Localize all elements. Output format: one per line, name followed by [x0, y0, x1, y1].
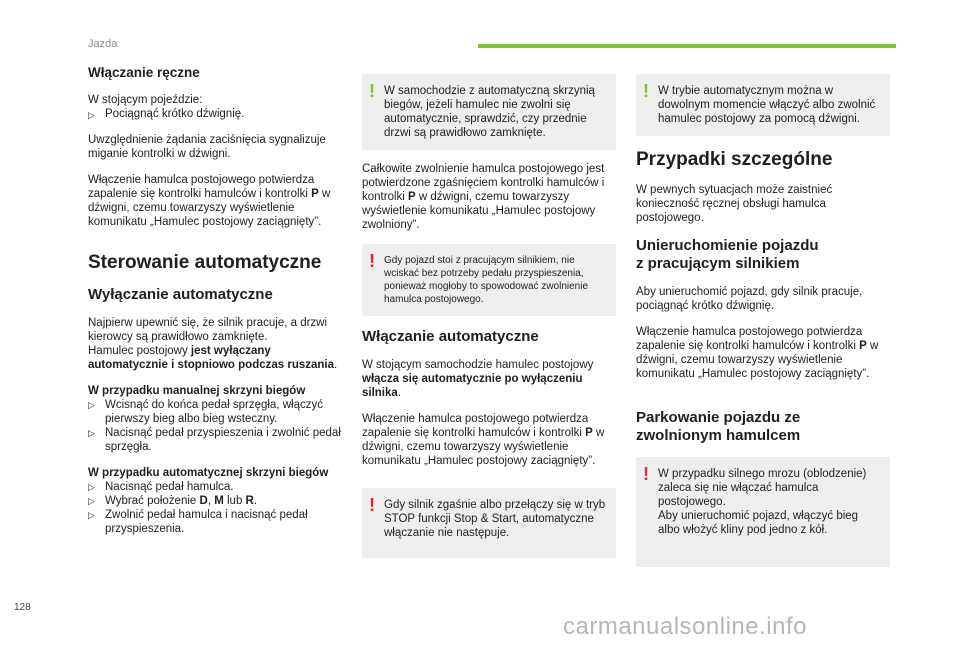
- section-header-bar: [478, 44, 896, 48]
- auto-gearbox-block: [88, 466, 352, 536]
- column-1: [88, 64, 352, 548]
- page-number: 128: [14, 602, 31, 613]
- auto-gearbox-b2-end: .: [253, 495, 258, 507]
- auto-gearbox-b2-r: R: [245, 495, 254, 507]
- auto-gearbox-bullet-3: [88, 508, 352, 536]
- heading-parking-line-1: Parkowanie pojazdu ze: [636, 409, 801, 426]
- heading-manual-engage: Włączanie ręczne: [88, 65, 200, 80]
- heading-special-cases: Przypadki szczególne: [636, 149, 833, 170]
- engage-p1-end: .: [397, 387, 402, 399]
- engage-p1-bold: włącza się automatycznie po wyłączeniu silnika: [362, 373, 583, 399]
- warning-icon: !: [643, 464, 649, 484]
- warning-icon: !: [369, 495, 375, 515]
- manual-gearbox-bullet-2: [88, 426, 352, 454]
- heading-immobilize-line-2: z pracującym silnikiem: [636, 255, 800, 272]
- engage-p2-p: P: [585, 427, 593, 439]
- warning-box-stop-start: [362, 488, 616, 558]
- auto-gearbox-heading: W przypadku automatycznej skrzyni biegów: [88, 467, 329, 479]
- manual-gearbox-bullet-1-text: Wcisnąć do końca pedał sprzęgła, włączyć pierwszy bieg albo bieg wsteczny.: [105, 399, 323, 425]
- warning-box-stop-start-text: Gdy silnik zgaśnie albo przełączy się w tryb STOP funkcji Stop & Start, automatyczne włączanie nie następuje.: [384, 499, 606, 539]
- heading-automatic-control: Sterowanie automatyczne: [88, 252, 322, 273]
- heading-immobilize-line-1: Unieruchomienie pojazdu: [636, 237, 819, 254]
- immobilize-p2-a: Włączenie hamulca postojowego potwierdza zapalenie się kontrolki hamulców i kontrolki: [636, 326, 863, 352]
- info-icon: !: [643, 81, 649, 101]
- warning-box-frost: [636, 457, 890, 567]
- engage-p2-a: Włączenie hamulca postojowego potwierdza zapalenie się kontrolki hamulców i kontrolki: [362, 413, 589, 439]
- release-paragraph: [88, 316, 352, 372]
- manual-p3-a: Włączenie hamulca postojowego potwierdza zapalenie się kontrolki hamulców i kontrolki: [88, 174, 315, 200]
- info-box-auto-gearbox: [362, 74, 616, 150]
- info-box-auto-mode-text: W trybie automatycznym można w dowolnym momencie włączyć albo zwolnić hamulec postojowy za pomocą dźwigni.: [658, 85, 876, 125]
- release-p1-bold: jest wyłączany automatycznie i stopniowo podczas ruszania: [88, 345, 335, 371]
- warning-box-frost-line-2: Aby unieruchomić pojazd, włączyć bieg albo włożyć kliny pod jedno z kół.: [658, 510, 859, 536]
- heading-automatic-engage: Włączanie automatyczne: [362, 328, 539, 345]
- manual-paragraph-3: [88, 173, 352, 229]
- auto-gearbox-bullet-3-text: Zwolnić pedał hamulca i nacisnąć pedał przyspieszenia.: [105, 509, 308, 535]
- auto-gearbox-b2-a: Wybrać położenie: [105, 495, 200, 507]
- manual-intro-text: W stojącym pojeździe:: [88, 94, 203, 106]
- manual-gearbox-block: [88, 384, 352, 454]
- warning-box-frost-line-1: W przypadku silnego mrozu (oblodzenie) zaleca się nie włączać hamulca postojowego.: [658, 468, 867, 508]
- immobilize-p2-p: P: [859, 340, 867, 352]
- release-p1-b: Hamulec postojowy: [88, 345, 191, 357]
- info-icon: !: [369, 81, 375, 101]
- watermark: carmanualsonline.info: [563, 613, 807, 640]
- heading-automatic-release: Wyłączanie automatyczne: [88, 286, 273, 303]
- info-box-auto-gearbox-text: W samochodzie z automatyczną skrzynią biegów, jeżeli hamulec nie zwolni się automatycznie, sprawdzić, czy przednie drzwi są prawidłowo zamknięte.: [384, 85, 595, 139]
- full-release-a: Całkowite zwolnienie hamulca postojowego jest potwierdzone zgaśnięciem kontrolki hamulców i kontrolki: [362, 163, 605, 203]
- warning-box-accelerator: [362, 244, 616, 316]
- auto-gearbox-b2-sep1: ,: [207, 495, 215, 507]
- manual-bullet-1-text: Pociągnąć krótko dźwignię.: [105, 108, 245, 120]
- engage-p1-a: W stojącym samochodzie hamulec postojowy: [362, 359, 594, 371]
- auto-gearbox-b2-sep2: lub: [223, 495, 246, 507]
- column-3: [636, 74, 890, 579]
- warning-box-accelerator-text: Gdy pojazd stoi z pracującym silnikiem, nie wciskać bez potrzeby pedału przyspieszenia, ponieważ mogłoby to spowodować zwolnienie hamulca postojowego.: [384, 255, 589, 305]
- warning-icon: !: [369, 251, 375, 271]
- full-release-p: P: [408, 191, 416, 203]
- immobilize-paragraph-2: [636, 325, 890, 381]
- release-p1-end: .: [334, 359, 338, 371]
- immobilize-p2-b: w dźwigni, czemu towarzyszy wyświetlenie komunikatu „Hamulec postojowy zaciągnięty”.: [636, 340, 879, 380]
- engage-p2-b: w dźwigni, czemu towarzyszy wyświetlenie komunikatu „Hamulec postojowy zaciągnięty”.: [362, 427, 605, 467]
- manual-p3-p: P: [311, 188, 319, 200]
- engage-paragraph-2: [362, 412, 616, 468]
- manual-gearbox-heading: W przypadku manualnej skrzyni biegów: [88, 385, 306, 397]
- release-p1-a: Najpierw upewnić się, że silnik pracuje, a drzwi kierowcy są prawidłowo zamknięte.: [88, 317, 328, 343]
- manual-gearbox-bullet-1: [88, 398, 352, 426]
- auto-gearbox-bullet-2: [88, 494, 352, 508]
- auto-gearbox-b2-m: M: [214, 495, 224, 507]
- manual-gearbox-bullet-2-text: Nacisnąć pedał przyspieszenia i zwolnić pedał sprzęgła.: [105, 427, 341, 453]
- manual-intro: [88, 93, 352, 121]
- engage-paragraph-1: [362, 358, 616, 400]
- heading-parking-released: [636, 409, 890, 445]
- info-box-auto-mode: [636, 74, 890, 136]
- manual-paragraph-2: Uwzględnienie żądania zaciśnięcia sygnalizuje miganie kontrolki w dźwigni.: [88, 134, 326, 160]
- heading-immobilize: [636, 237, 890, 273]
- auto-gearbox-bullet-1: [88, 480, 352, 494]
- special-paragraph: W pewnych sytuacjach może zaistnieć konieczność ręcznej obsługi hamulca postojowego.: [636, 184, 833, 224]
- heading-parking-line-2: zwolnionym hamulcem: [636, 427, 801, 444]
- manual-p3-b: w dźwigni, czemu towarzyszy wyświetlenie komunikatu „Hamulec postojowy zaciągnięty”.: [88, 188, 331, 228]
- column-2: [362, 74, 616, 570]
- full-release-paragraph: [362, 162, 616, 232]
- auto-gearbox-b2-d: D: [199, 495, 208, 507]
- manual-bullet-1: [88, 108, 244, 120]
- section-header: Jazda: [88, 38, 118, 50]
- full-release-b: w dźwigni, czemu towarzyszy wyświetlenie komunikatu „Hamulec postojowy zwolniony”.: [362, 191, 596, 231]
- immobilize-paragraph-1: Aby unieruchomić pojazd, gdy silnik pracuje, pociągnąć krótko dźwignię.: [636, 286, 863, 312]
- auto-gearbox-bullet-1-text: Nacisnąć pedał hamulca.: [105, 481, 234, 493]
